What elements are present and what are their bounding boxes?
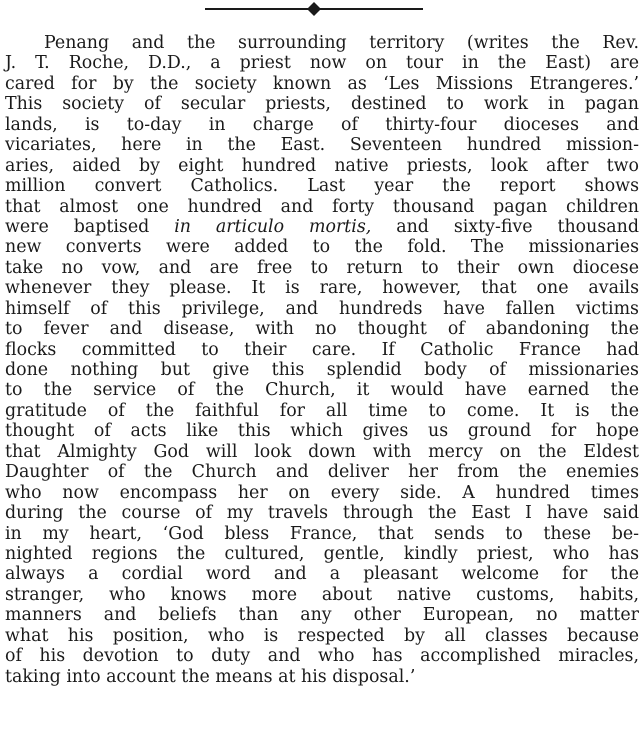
text-line: in my heart, ‘God bless France, that sends to these be- (5, 523, 639, 544)
text-line: J. T. Roche, D.D., a priest now on tour in the East) are (5, 53, 639, 74)
text-line-with-italic (0, 217, 643, 237)
text-line: stranger, who knows more about native customs, habits, (5, 584, 639, 605)
text-line: that Almighty God will look down with mercy on the Eldest (5, 441, 639, 462)
text-line: lands, is to-day in charge of thirty-four dioceses and (5, 114, 639, 135)
text-line: Penang and the surrounding territory (writes the Rev. (44, 33, 639, 53)
text-line: what his position, who is respected by all classes because (5, 625, 639, 646)
diamond-rule-icon (205, 1, 423, 17)
text-line: flocks committed to their care. If Catholic France had (5, 339, 639, 360)
text-line: that almost one hundred and forty thousand pagan children (5, 196, 639, 217)
text-line: himself of this privilege, and hundreds have fallen victims (5, 298, 639, 319)
text-line: vicariates, here in the East. Seventeen hundred mission- (5, 135, 639, 156)
text-line: taking into account the means at his disposal.’ (5, 666, 416, 687)
header-ornament (0, 0, 643, 18)
text-line: Daughter of the Church and deliver her from the enemies (5, 462, 639, 483)
text-line: during the course of my travels through the East I have said (5, 503, 639, 524)
text-line: of his devotion to duty and who has accomplished miracles, (5, 646, 639, 667)
text-line: This society of secular priests, destined to work in pagan (5, 94, 639, 115)
text-segment: and sixty-five thousand (371, 216, 639, 237)
text-line: manners and beliefs than any other European, no matter (5, 605, 639, 626)
article-body (0, 33, 643, 687)
text-line: always a cordial word and a pleasant welcome for the (5, 564, 639, 585)
text-line: thought of acts like this which gives us ground for hope (5, 421, 639, 442)
text-line: done nothing but give this splendid body of missionaries (5, 360, 639, 380)
text-line: million convert Catholics. Last year the report shows (5, 176, 639, 197)
text-line: who now encompass her on every side. A hundred times (5, 482, 639, 503)
text-line: gratitude of the faithful for all time to come. It is the (5, 400, 639, 421)
italic-phrase: in articulo mortis, (174, 216, 372, 237)
text-line: new converts were added to the fold. The missionaries (5, 237, 639, 258)
text-line: to fever and disease, with no thought of abandoning the (5, 319, 639, 340)
text-segment: were baptised (5, 216, 175, 237)
text-line: cared for by the society known as ‘Les Missions Etrangeres.’ (5, 73, 639, 94)
text-line: to the service of the Church, it would have earned the (5, 380, 639, 401)
text-line: nighted regions the cultured, gentle, kindly priest, who has (5, 543, 639, 564)
text-line: whenever they please. It is rare, however, that one avails (5, 278, 639, 299)
text-line: aries, aided by eight hundred native priests, look after two (5, 155, 639, 176)
text-line: take no vow, and are free to return to their own diocese (5, 257, 639, 278)
